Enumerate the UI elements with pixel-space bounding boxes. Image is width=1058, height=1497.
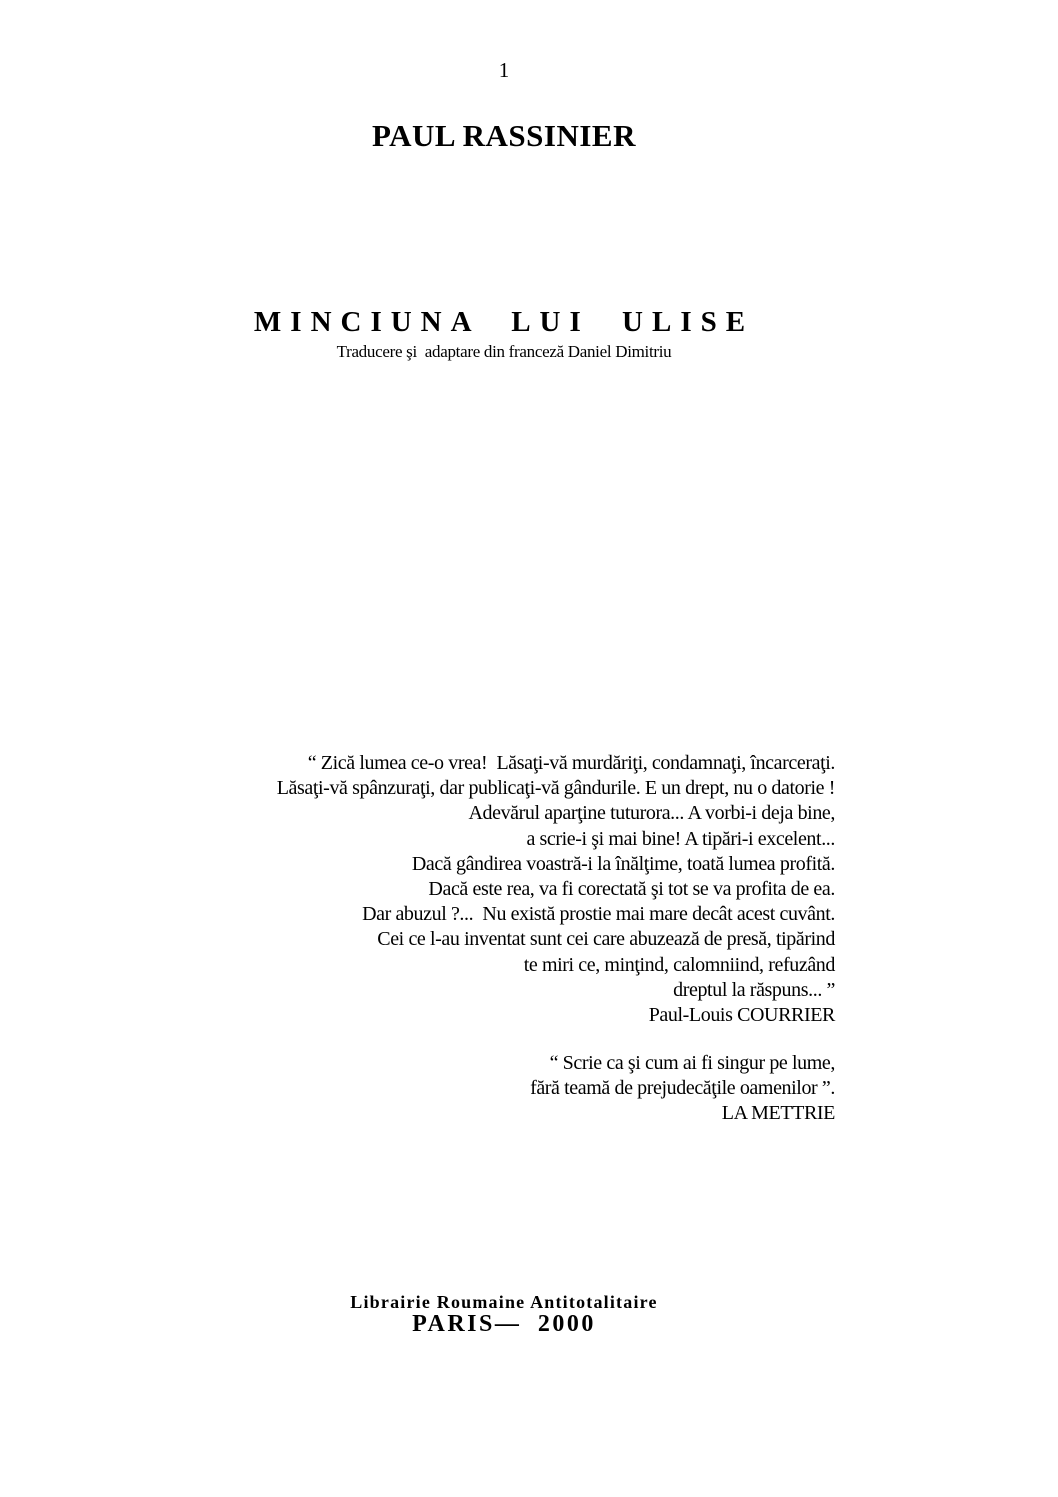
epigraph-line: Adevărul aparţine tuturora... A vorbi-i deja bine,	[468, 802, 835, 825]
author-name: PAUL RASSINIER	[372, 118, 636, 153]
epigraph-line: dreptul la răspuns... ”	[673, 978, 835, 1001]
publication-place-year: PARIS— 2000	[412, 1311, 596, 1337]
epigraph-attribution-courrier: Paul-Louis COURRIER	[648, 1004, 835, 1027]
epigraph-line: Cei ce l-au inventat sunt cei care abuzează de presă, tipărind	[377, 928, 835, 951]
epigraph-attribution-la-mettrie: LA METTRIE	[721, 1102, 835, 1125]
epigraph-la-mettrie	[530, 1051, 835, 1127]
translation-credit: Traducere şi adaptare din franceză Daniel Dimitriu	[336, 342, 672, 361]
publisher-name: Librairie Roumaine Antitotalitaire	[350, 1292, 658, 1312]
epigraph-line: Dar abuzul ?... Nu există prostie mai mare decât acest cuvânt.	[362, 903, 835, 926]
book-title: MINCIUNA LUI ULISE	[253, 306, 755, 338]
epigraph-line: te miri ce, minţind, calomniind, refuzând	[523, 953, 835, 976]
epigraph-line: Dacă este rea, va fi corectată şi tot se va profita de ea.	[428, 878, 835, 901]
epigraph-courrier	[277, 751, 835, 1028]
epigraph-line: “ Scrie ca şi cum ai fi singur pe lume,	[549, 1052, 835, 1074]
epigraph-line: Lăsaţi-vă spânzuraţi, dar publicaţi-vă gândurile. E un drept, nu o datorie !	[276, 777, 835, 800]
page-number: 1	[498, 58, 510, 82]
epigraph-line: a scrie-i şi mai bine! A tipări-i excelent...	[526, 827, 835, 850]
epigraph-line: “ Zică lumea ce-o vrea! Lăsaţi-vă murdăriţi, condamnaţi, încarceraţi.	[307, 752, 835, 774]
epigraph-line: fără teamă de prejudecăţile oamenilor ”.	[530, 1077, 835, 1100]
epigraph-line: Dacă gândirea voastră-i la înălţime, toată lumea profită.	[411, 852, 835, 875]
